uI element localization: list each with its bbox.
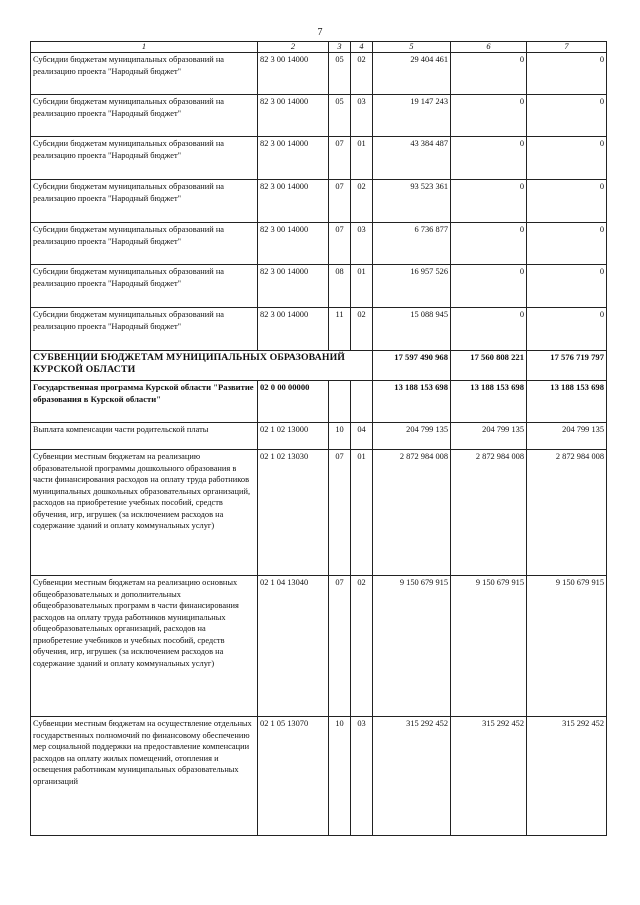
row-value-2: 0	[451, 308, 527, 351]
row-subsection: 01	[351, 265, 373, 308]
section-title: СУБВЕНЦИИ БЮДЖЕТАМ МУНИЦИПАЛЬНЫХ ОБРАЗОВАНИЙ КУРСКОЙ ОБЛАСТИ	[31, 351, 373, 381]
row-value-1: 15 088 945	[373, 308, 451, 351]
row-name: Субсидии бюджетам муниципальных образований на реализацию проекта "Народный бюджет"	[31, 223, 258, 265]
row-value-2: 0	[451, 95, 527, 137]
row-value-2: 204 799 135	[451, 423, 527, 450]
row-section: 05	[329, 95, 351, 137]
row-value-3: 9 150 679 915	[527, 576, 607, 717]
page-number: 7	[317, 27, 323, 38]
row-value-1: 204 799 135	[373, 423, 451, 450]
row-subsection: 03	[351, 717, 373, 836]
row-name: Субсидии бюджетам муниципальных образований на реализацию проекта "Народный бюджет"	[31, 180, 258, 223]
row-name: Субвенции местным бюджетам на осуществление отдельных государственных полномочий по финансовому обеспечению мер социальной поддержки на предоставление компенсации расходов на оплату жилых помещений, отопления и освещения работникам муниципальных образовательных организаций	[31, 717, 258, 836]
column-header: 7	[527, 42, 607, 53]
row-value-2: 9 150 679 915	[451, 576, 527, 717]
row-code: 82 3 00 14000	[258, 223, 329, 265]
row-value-3: 204 799 135	[527, 423, 607, 450]
row-value-1: 17 597 490 968	[373, 351, 451, 381]
row-subsection: 03	[351, 223, 373, 265]
row-value-3: 0	[527, 308, 607, 351]
row-value-3: 315 292 452	[527, 717, 607, 836]
row-value-3: 2 872 984 008	[527, 450, 607, 576]
row-value-2: 0	[451, 223, 527, 265]
row-value-2: 2 872 984 008	[451, 450, 527, 576]
table-row	[31, 53, 607, 95]
row-code: 82 3 00 14000	[258, 53, 329, 95]
row-code: 02 1 05 13070	[258, 717, 329, 836]
row-name: Субсидии бюджетам муниципальных образований на реализацию проекта "Народный бюджет"	[31, 308, 258, 351]
row-value-3: 0	[527, 265, 607, 308]
row-code: 02 1 02 13030	[258, 450, 329, 576]
row-subsection: 01	[351, 137, 373, 180]
table-row	[31, 223, 607, 265]
column-header: 4	[351, 42, 373, 53]
row-subsection: 02	[351, 308, 373, 351]
row-code: 82 3 00 14000	[258, 180, 329, 223]
row-section	[329, 381, 351, 423]
row-section: 10	[329, 423, 351, 450]
row-code: 02 0 00 00000	[258, 381, 329, 423]
row-value-3: 13 188 153 698	[527, 381, 607, 423]
row-value-1: 19 147 243	[373, 95, 451, 137]
row-value-1: 9 150 679 915	[373, 576, 451, 717]
row-code: 82 3 00 14000	[258, 308, 329, 351]
row-section: 07	[329, 450, 351, 576]
row-section: 11	[329, 308, 351, 351]
row-name: Субсидии бюджетам муниципальных образований на реализацию проекта "Народный бюджет"	[31, 95, 258, 137]
table-row	[31, 95, 607, 137]
row-value-2: 0	[451, 53, 527, 95]
row-name: Субвенции местным бюджетам на реализацию образовательной программы дошкольного образования в части финансирования расходов на оплату труда работников муниципальных дошкольных образовательных организаций, расходов на приобретение учебных пособий, средств обучения, игр, игрушек (за исключением расходов на содержание зданий и оплату коммунальных услуг)	[31, 450, 258, 576]
row-section: 10	[329, 717, 351, 836]
row-name: Субсидии бюджетам муниципальных образований на реализацию проекта "Народный бюджет"	[31, 137, 258, 180]
row-name: Субсидии бюджетам муниципальных образований на реализацию проекта "Народный бюджет"	[31, 53, 258, 95]
column-header: 3	[329, 42, 351, 53]
row-section: 08	[329, 265, 351, 308]
row-code: 82 3 00 14000	[258, 137, 329, 180]
section-header-row	[31, 351, 607, 381]
row-value-2: 0	[451, 265, 527, 308]
row-subsection: 01	[351, 450, 373, 576]
column-header: 5	[373, 42, 451, 53]
table-row	[31, 308, 607, 351]
table-row	[31, 423, 607, 450]
row-value-3: 17 576 719 797	[527, 351, 607, 381]
row-name: Выплата компенсации части родительской платы	[31, 423, 258, 450]
row-code: 02 1 04 13040	[258, 576, 329, 717]
budget-table	[30, 41, 607, 836]
row-subsection: 04	[351, 423, 373, 450]
row-value-1: 93 523 361	[373, 180, 451, 223]
row-value-1: 16 957 526	[373, 265, 451, 308]
table-row	[31, 717, 607, 836]
row-code: 82 3 00 14000	[258, 95, 329, 137]
row-subsection: 02	[351, 576, 373, 717]
column-header: 1	[31, 42, 258, 53]
row-section: 07	[329, 223, 351, 265]
row-value-3: 0	[527, 223, 607, 265]
row-subsection: 03	[351, 95, 373, 137]
table-header-row	[31, 42, 607, 53]
row-value-3: 0	[527, 180, 607, 223]
row-value-1: 29 404 461	[373, 53, 451, 95]
column-header: 2	[258, 42, 329, 53]
program-row	[31, 381, 607, 423]
row-value-2: 0	[451, 180, 527, 223]
row-value-1: 6 736 877	[373, 223, 451, 265]
row-value-2: 13 188 153 698	[451, 381, 527, 423]
row-value-2: 17 560 808 221	[451, 351, 527, 381]
table-row	[31, 576, 607, 717]
row-value-1: 2 872 984 008	[373, 450, 451, 576]
table-row	[31, 265, 607, 308]
row-value-1: 43 384 487	[373, 137, 451, 180]
row-section: 07	[329, 576, 351, 717]
row-value-3: 0	[527, 95, 607, 137]
table-row	[31, 180, 607, 223]
row-name: Государственная программа Курской области "Развитие образования в Курской области"	[31, 381, 258, 423]
column-header: 6	[451, 42, 527, 53]
row-subsection: 02	[351, 180, 373, 223]
row-value-2: 315 292 452	[451, 717, 527, 836]
row-value-3: 0	[527, 53, 607, 95]
row-subsection	[351, 381, 373, 423]
row-section: 05	[329, 53, 351, 95]
row-section: 07	[329, 180, 351, 223]
row-section: 07	[329, 137, 351, 180]
row-code: 02 1 02 13000	[258, 423, 329, 450]
row-code: 82 3 00 14000	[258, 265, 329, 308]
table-row	[31, 137, 607, 180]
row-name: Субвенции местным бюджетам на реализацию основных общеобразовательных и дополнительных общеобразовательных программ в части финансирования расходов на оплату труда работников муниципальных общеобразовательных организаций, расходов на приобретение учебников и учебных пособий, средств обучения, игр, игрушек (за исключением расходов на содержание зданий и оплату коммунальных услуг)	[31, 576, 258, 717]
row-value-2: 0	[451, 137, 527, 180]
row-value-1: 315 292 452	[373, 717, 451, 836]
row-subsection: 02	[351, 53, 373, 95]
row-name: Субсидии бюджетам муниципальных образований на реализацию проекта "Народный бюджет"	[31, 265, 258, 308]
row-value-1: 13 188 153 698	[373, 381, 451, 423]
row-value-3: 0	[527, 137, 607, 180]
table-row	[31, 450, 607, 576]
